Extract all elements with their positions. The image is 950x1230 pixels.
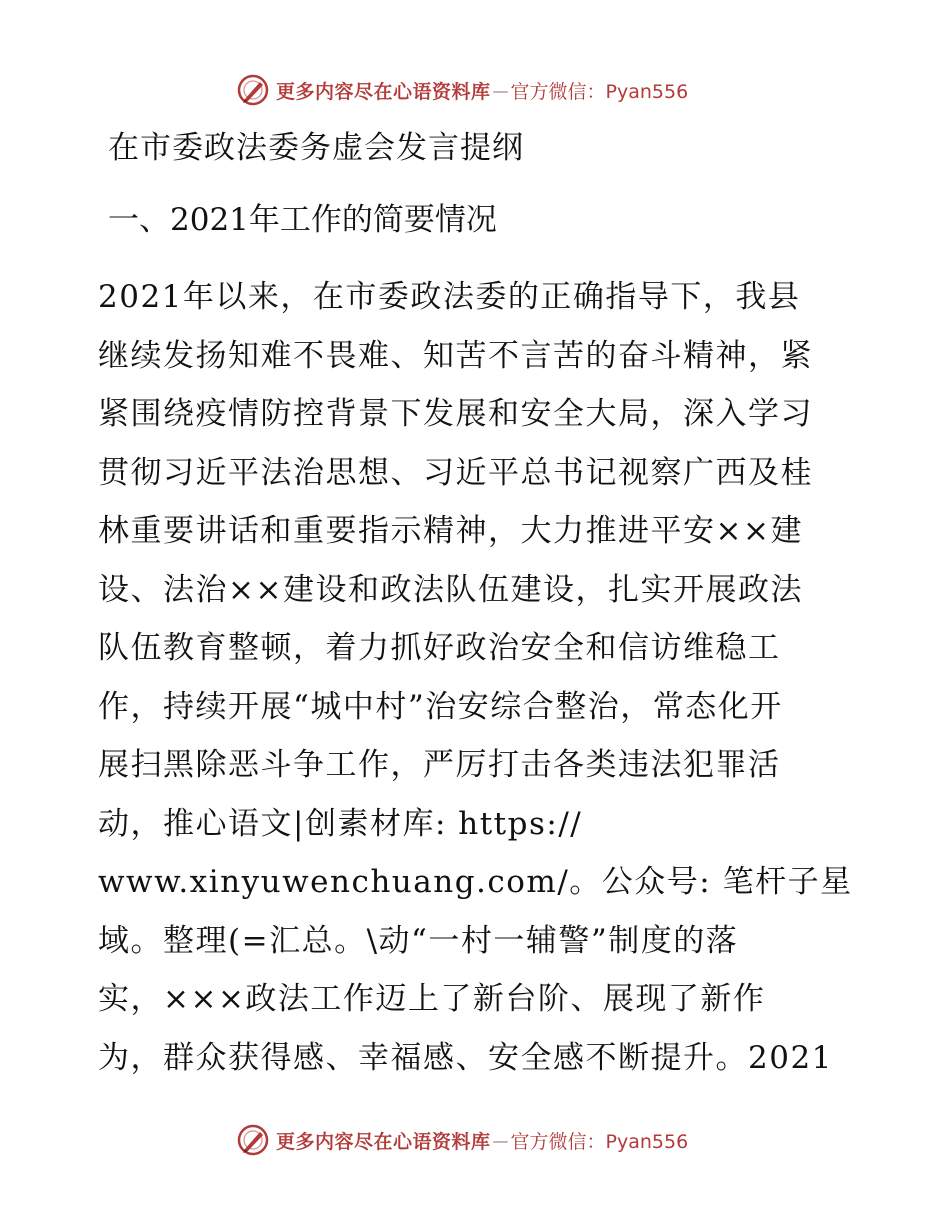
- body-line: www.xinyuwenchuang.com/。公众号: 笔杆子星: [98, 864, 853, 900]
- watermark-dash: —: [492, 80, 509, 100]
- section-heading: 一、2021年工作的简要情况: [108, 202, 497, 238]
- body-line: 继续发扬知难不畏难、知苦不言苦的奋斗精神，紧: [98, 337, 813, 374]
- body-line: 域。整理(=汇总。\动“一村一辅警”制度的落: [98, 922, 739, 959]
- red-circle-pen-logo-icon: [236, 1123, 270, 1157]
- body-line: 林重要讲话和重要指示精神，大力推进平安××建: [98, 513, 803, 549]
- watermark-contact: 官方微信：Pyan556: [510, 1130, 689, 1153]
- watermark-text: 更多内容尽在心语资料库: [276, 1130, 491, 1153]
- body-paragraph: [98, 268, 858, 1087]
- body-line: 实，×××政法工作迈上了新台阶、展现了新作: [98, 981, 766, 1017]
- body-line: 动，推心语文|创素材库: https://: [98, 805, 583, 842]
- body-line: 队伍教育整顿，着力抓好政治安全和信访维稳工: [98, 630, 781, 666]
- body-line: 展扫黑除恶斗争工作，严厉打击各类违法犯罪活: [98, 747, 781, 783]
- body-line: 贯彻习近平法治思想、习近平总书记视察广西及桂: [98, 454, 813, 491]
- body-line: 紧围绕疫情防控背景下发展和安全大局，深入学习: [98, 396, 813, 432]
- body-line: 作，持续开展“城中村”治安综合整治，常态化开: [98, 688, 783, 725]
- watermark-banner-bottom: [236, 1122, 756, 1158]
- body-line: 2021年以来，在市委政法委的正确指导下，我县: [98, 279, 801, 315]
- document-title: 在市委政法委务虚会发言提纲: [108, 130, 524, 166]
- watermark-text: 更多内容尽在心语资料库: [276, 80, 491, 103]
- watermark-contact: 官方微信：Pyan556: [510, 80, 689, 103]
- watermark-dash: —: [492, 1130, 509, 1150]
- body-line: 为，群众获得感、幸福感、安全感不断提升。2021: [98, 1039, 833, 1076]
- red-circle-pen-logo-icon: [236, 73, 270, 107]
- watermark-banner-top: [236, 72, 756, 108]
- body-line: 设、法治××建设和政法队伍建设，扎实开展政法: [98, 571, 803, 608]
